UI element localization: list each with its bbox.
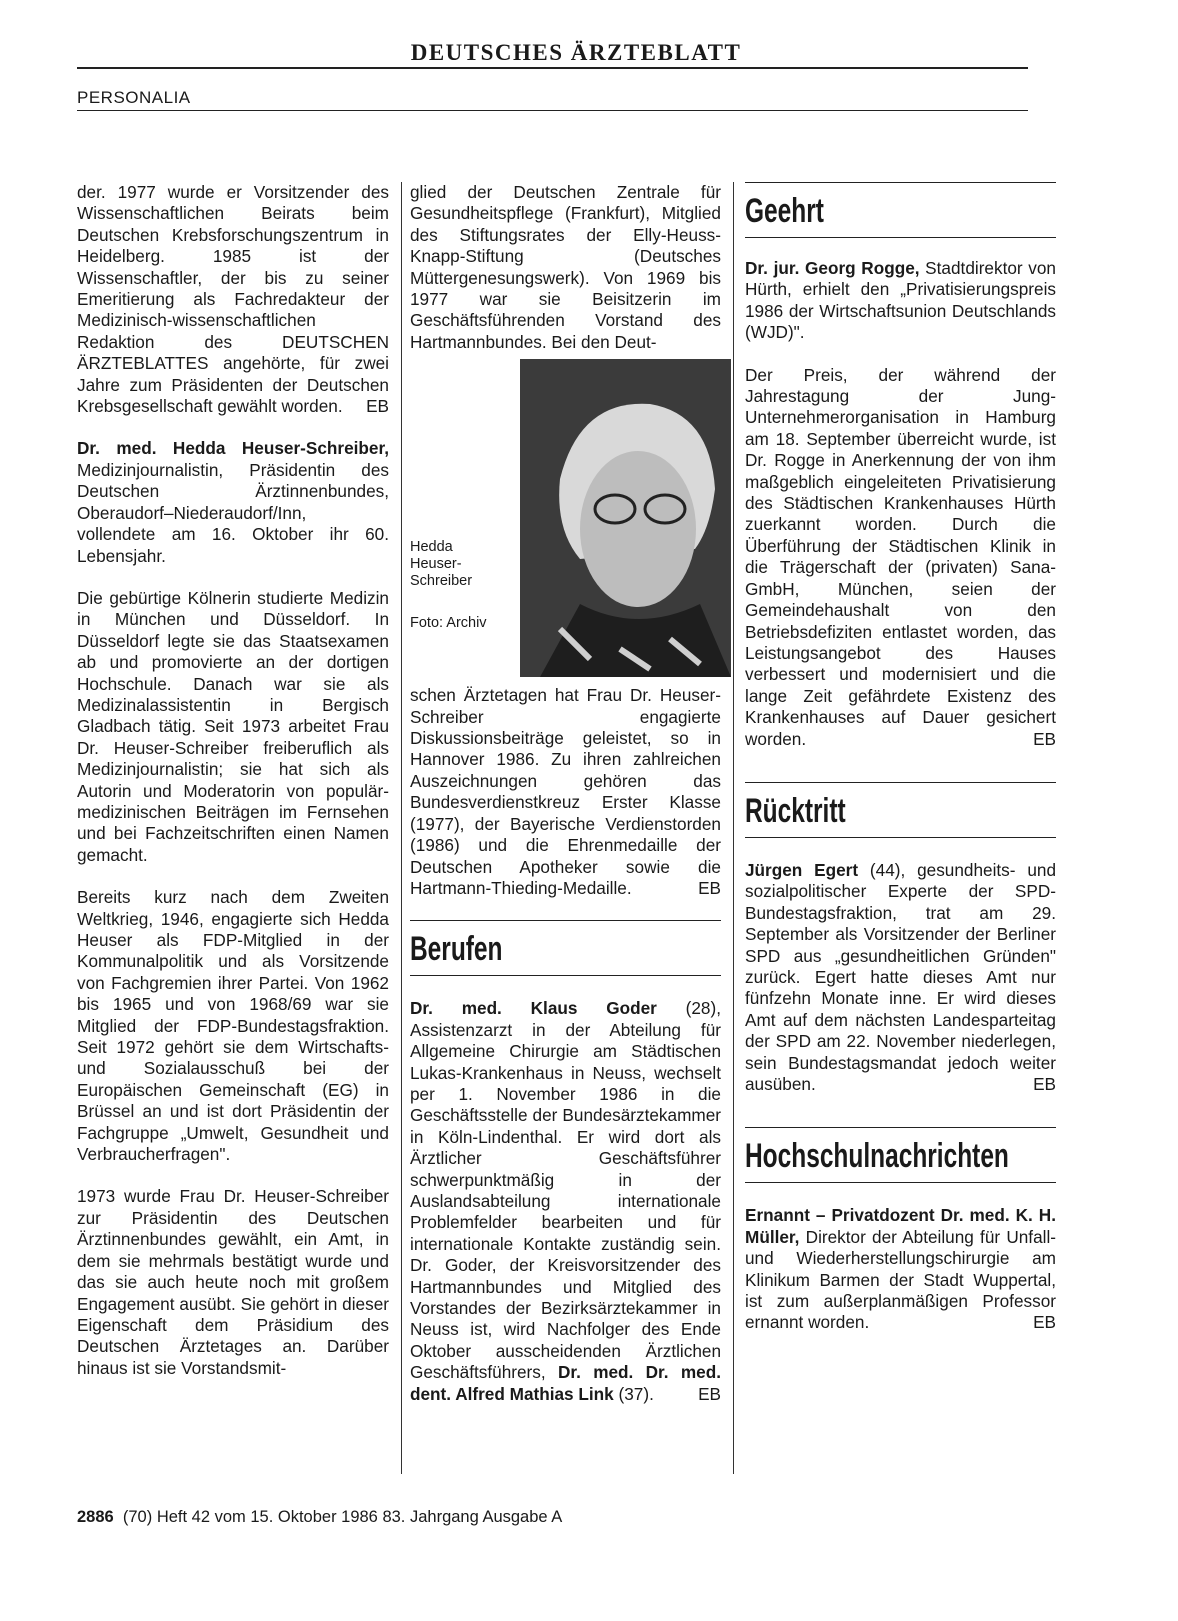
paragraph	[410, 998, 721, 1405]
masthead-rule	[77, 67, 1028, 69]
section-heading: Geehrt	[745, 192, 824, 230]
paragraph	[410, 685, 721, 899]
heading-rule-bottom	[745, 1182, 1056, 1183]
paragraph	[745, 1205, 1056, 1333]
person-name: Dr. med. Dr. med. dent. Alfred Mathias Link	[410, 1362, 721, 1404]
author-signature: EB	[1033, 1074, 1056, 1094]
paragraph	[77, 182, 389, 417]
author-signature: EB	[1033, 1312, 1056, 1333]
column-1	[77, 182, 389, 1400]
heading-rule-bottom	[410, 975, 721, 976]
section-geehrt	[745, 182, 1056, 238]
author-signature: EB	[698, 877, 721, 898]
heading-rule-bottom	[745, 837, 1056, 838]
paragraph-text: Stadtdirektor von Hürth, erhielt den „Privatisierungspreis 1986 der Wirtschaftsunion Deutschlands (WJD)".	[745, 258, 1056, 343]
paragraph-text: der. 1977 wurde er Vorsitzender des Wissenschaftlichen Beirats beim Deutschen Krebsforschungszentrum in Heidelberg. 1985 ist der Wissenschaftler, der bis zu seiner Emeritierung als Fachredakteur der Medizinisch-wissenschaftlichen Redaktion des DEUTSCHEN ÄRZTEBLATTES angehörte, für zwei Jahre zum Präsidenten der Deutschen Krebsgesellschaft gewählt worden.	[77, 182, 389, 417]
paragraph-text: Direktor der Abteilung für Unfall- und Wiederherstellungschirurgie am Klinikum Barmen der Stadt Wuppertal, ist zum außerplanmäßigen Professor ernannt worden.	[745, 1226, 1056, 1333]
author-signature: EB	[698, 1383, 721, 1404]
paragraph: Die gebürtige Kölnerin studierte Medizin in München und Düsseldorf. In Düsseldorf legte sie das Staatsexamen ab und promovierte an der dortigen Hochschule. Danach war sie als Medizinalassistentin in Bergisch Gladbach tätig. Seit 1973 arbeitet Frau Dr. Heuser-Schreiber freiberuflich als Medizinjournalistin; sie hat sich als Autorin und Moderatorin von populär-medizinischen Beiträgen im Fernsehen und bei Fachzeitschriften einen Namen gemacht.	[77, 587, 389, 865]
column-2	[410, 182, 721, 1426]
author-signature: EB	[366, 396, 389, 417]
photo-caption: Hedda Heuser-Schreiber	[410, 539, 473, 590]
paragraph	[745, 860, 1056, 1095]
section-berufen	[410, 920, 721, 976]
heading-rule-top	[745, 1127, 1056, 1128]
section-rubric: PERSONALIA	[77, 88, 191, 107]
column-divider	[401, 182, 402, 1474]
person-name: Ernannt – Privatdozent Dr. med. K. H. Müller,	[745, 1205, 1056, 1247]
photo-credit: Foto: Archiv	[410, 615, 487, 632]
portrait-photo	[520, 359, 731, 677]
photo-block	[410, 353, 721, 679]
heading-rule-top	[745, 182, 1056, 183]
person-name: Dr. med. Hedda Heuser-Schreiber,	[77, 438, 389, 459]
page-number: 2886	[77, 1508, 114, 1526]
person-name: Dr. jur. Georg Rogge,	[745, 258, 920, 278]
section-heading: Berufen	[410, 930, 503, 969]
section-ruecktritt	[745, 782, 1056, 838]
paragraph-text: (28), Assistenzarzt in der Abteilung für Allgemeine Chirurgie am Städtischen Lukas-Krankenhaus in Neuss, wechselt per 1. November 1986 in die Geschäftsstelle der Bundesärztekammer in Köln-Lindenthal. Er wird dort als Ärztlicher Geschäftsführer schwerpunktmäßig in der Auslandsabteilung internationale Problemfelder bearbeiten und für internationale Kontakte zuständig sein. Dr. Goder, der Kreisvorsitzender des Hartmannbundes und Mitglied des Vorstandes der Bezirksärztekammer in Neuss ist, wird Nachfolger des Ende Oktober ausscheidenden Ärztlichen Geschäftsführers,	[410, 998, 721, 1383]
paragraph-text: (37).	[613, 1383, 654, 1404]
paragraph-text: schen Ärztetagen hat Frau Dr. Heuser-Schreiber engagierte Diskussionsbeiträge geleistet, so in Hannover 1986. Zu ihren zahlreichen Auszeichnungen gehören das Bundesverdienstkreuz Erster Klasse (1977), der Bayerische Verdienstorden (1986) und die Ehrenmedaille der Deutschen Apotheker sowie die Hartmann-Thieding-Medaille.	[410, 685, 721, 898]
heading-rule-top	[410, 920, 721, 921]
paragraph-text: Der Preis, der während der Jahrestagung der Jung-Unternehmerorganisation in Hamburg am 18. September überreicht wurde, ist Dr. Rogge in Anerkennung der von ihm maßgeblich eingeleiteten Privatisierung des Städtischen Krankenhauses Hürth zuerkannt worden. Durch die Überführung der Städtischen Klinik in die Trägerschaft der (privaten) Sana-GmbH, München, seien der Gemeindehaushalt von den Betriebsdefiziten entlastet worden, das Leistungsangebot des Hauses verbessert und modernisiert und die lange Zeit gefährdete Existenz des Krankenhauses auf Dauer gesichert worden.	[745, 364, 1056, 749]
paragraph	[77, 438, 389, 566]
paragraph: 1973 wurde Frau Dr. Heuser-Schreiber zur Präsidentin des Deutschen Ärztinnenbundes gewählt, ein Amt, in dem sie mehrmals bestätigt wurde und das sie auch heute noch mit großem Engagement ausübt. Sie gehört in dieser Eigenschaft dem Präsidium des Deutschen Ärztetages an. Darüber hinaus ist sie Vorstandsmit-	[77, 1186, 389, 1378]
paragraph: glied der Deutschen Zentrale für Gesundheitspflege (Frankfurt), Mitglied des Stiftungsrates der Elly-Heuss-Knapp-Stiftung (Deutsches Müttergenesungswerk). Von 1969 bis 1977 war sie Beisitzerin im Geschäftsführenden Vorstand des Hartmannbundes. Bei den Deut-	[410, 182, 721, 352]
section-heading: Rücktritt	[745, 791, 846, 830]
author-signature: EB	[1033, 728, 1056, 749]
paragraph-text: Medizinjournalistin, Präsidentin des Deutschen Ärztinnenbundes, Oberaudorf–Niederaudorf/Inn, vollendete am 16. Oktober ihr 60. Lebensjahr.	[77, 459, 389, 566]
heading-rule-top	[745, 782, 1056, 783]
column-3	[745, 182, 1056, 1355]
person-name: Dr. med. Klaus Goder	[410, 998, 657, 1019]
paragraph-text: (44), gesundheits- und sozialpolitischer Experte der SPD-Bundestagsfraktion, trat am 29. September als Vorsitzender der Berliner SPD aus „gesundheitlichen Gründen" zurück. Egert hatte dieses Amt nur fünfzehn Monate inne. Er wird dieses Amt auf dem nächsten Landesparteitag der SPD am 22. November niederlegen, sein Bundestagsmandat jedoch weiter ausüben.	[745, 859, 1057, 1094]
section-heading: Hochschulnachrichten	[745, 1137, 1009, 1176]
masthead-title: DEUTSCHES ÄRZTEBLATT	[410, 40, 742, 65]
page-footer	[77, 1508, 562, 1527]
heading-rule-bottom	[745, 237, 1056, 238]
paragraph	[745, 258, 1056, 344]
paragraph: Bereits kurz nach dem Zweiten Weltkrieg, 1946, engagierte sich Hedda Heuser als FDP-Mitglied in der Kommunalpolitik und als Vorsitzende von Fachgremien ihrer Partei. Von 1962 bis 1965 und von 1968/69 war sie Mitglied der FDP-Bundestagsfraktion. Seit 1972 gehört sie dem Wirtschafts- und Sozialausschuß bei der Europäischen Gemeinschaft (EG) in Brüssel an und ist dort Präsidentin der Fachgruppe „Umwelt, Gesundheit und Verbraucherfragen".	[77, 887, 389, 1165]
rubric-rule	[77, 110, 1028, 111]
column-divider	[733, 182, 734, 1474]
section-hochschulnachrichten	[745, 1127, 1056, 1183]
portrait-illustration	[520, 359, 731, 677]
person-name: Jürgen Egert	[745, 859, 859, 880]
issue-info: (70) Heft 42 vom 15. Oktober 1986 83. Jahrgang Ausgabe A	[122, 1508, 563, 1526]
paragraph	[745, 365, 1056, 750]
